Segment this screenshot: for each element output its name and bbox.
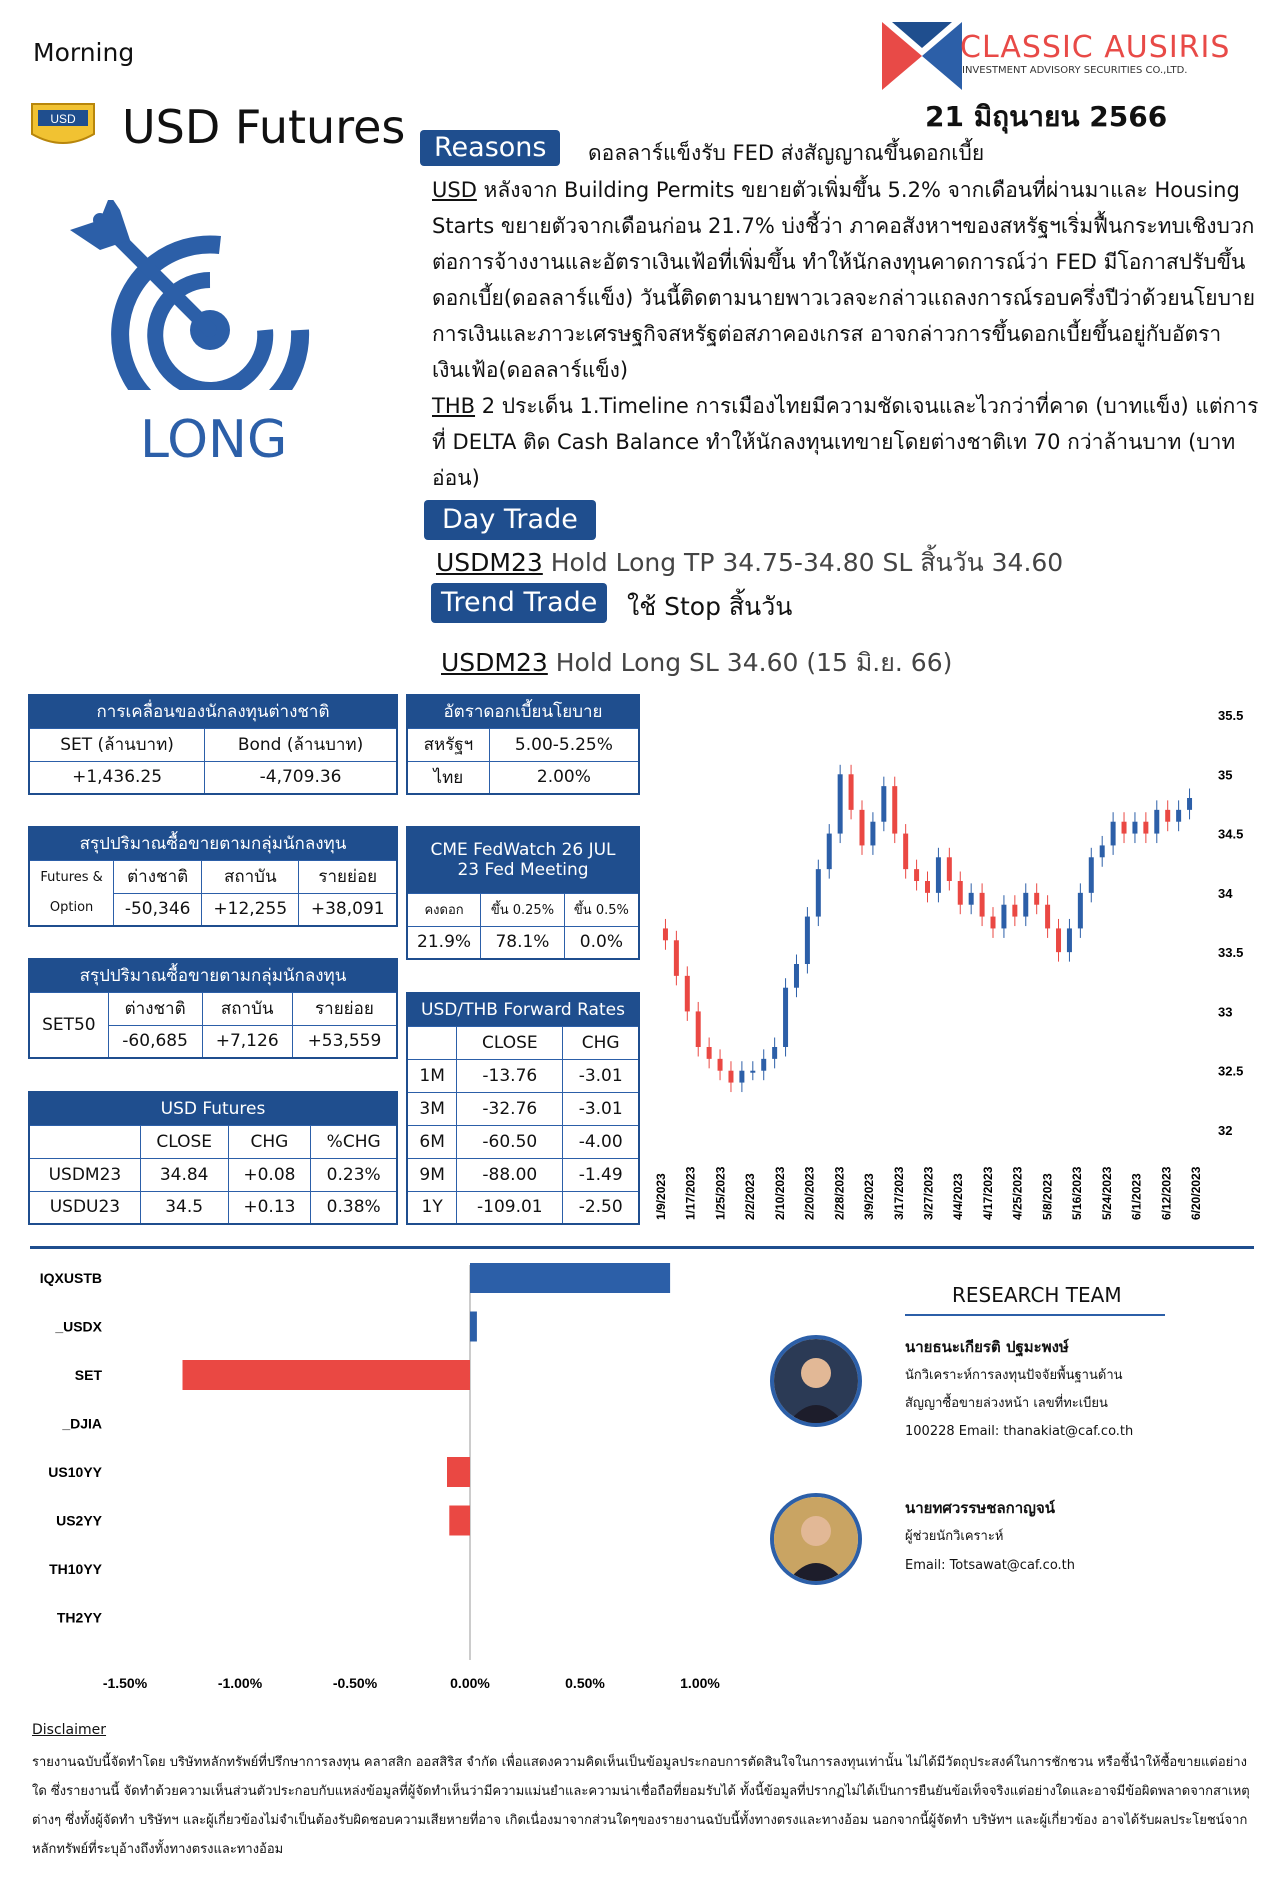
candle-body: [1012, 905, 1017, 917]
bar: [470, 1263, 670, 1293]
y-tick-label: 32.5: [1218, 1063, 1244, 1079]
table-cell: 5.00-5.25%: [489, 728, 639, 761]
table-cell: สหรัฐฯ: [407, 728, 489, 761]
table-cell: 34.5: [140, 1191, 228, 1224]
brand-name: CLASSIC AUSIRIS: [960, 30, 1231, 65]
candle-body: [718, 1059, 723, 1071]
candle-body: [772, 1047, 777, 1059]
candle-body: [707, 1047, 712, 1059]
y-tick-label: 33.5: [1218, 945, 1244, 961]
day-trade-text: Hold Long TP 34.75-34.80 SL สิ้นวัน 34.60: [542, 548, 1064, 577]
table-header: รายย่อย: [299, 860, 397, 893]
table-cell: USDU23: [29, 1191, 140, 1224]
table-header: ต่างชาติ: [108, 992, 202, 1025]
y-tick-label: 34.5: [1218, 826, 1244, 842]
table-cell: +0.08: [228, 1158, 311, 1191]
table-header: %CHG: [311, 1125, 397, 1158]
bar: [447, 1457, 470, 1487]
trade-signal: LONG: [140, 410, 288, 470]
member-name: นายทศวรรษชลกาญจน์: [905, 1499, 1055, 1517]
table-cell: 1Y: [407, 1191, 457, 1224]
table-cell: -60.50: [457, 1125, 563, 1158]
reasons-headline: ดอลลาร์แข็งรับ FED ส่งสัญญาณขึ้นดอกเบี้ย: [588, 141, 985, 165]
row-label: SET50: [29, 992, 108, 1058]
avatar: [770, 1335, 862, 1427]
person-avatar-icon: [774, 1339, 858, 1423]
trend-trade-note: ใช้ Stop สิ้นวัน: [627, 592, 793, 621]
futures-option-table: [28, 826, 398, 927]
candle-body: [936, 857, 941, 893]
table-cell: +38,091: [299, 893, 397, 926]
bar: [449, 1506, 470, 1536]
candle-body: [1089, 857, 1094, 893]
candle-body: [1045, 905, 1050, 929]
policy-rate-title: อัตราดอกเบี้ยนโยบาย: [407, 695, 639, 728]
x-tick-label: 2/2/2023: [743, 1173, 758, 1220]
candle-body: [1143, 822, 1148, 834]
table-cell: -4.00: [563, 1125, 639, 1158]
table-cell: -13.76: [457, 1059, 563, 1092]
table-cell: -1.49: [563, 1158, 639, 1191]
table-header: [407, 1026, 457, 1059]
usd-futures-candlestick-chart: [650, 690, 1270, 1230]
table-cell: +53,559: [292, 1025, 397, 1058]
x-tick-label: 3/27/2023: [921, 1166, 936, 1220]
table-header: รายย่อย: [292, 992, 397, 1025]
category-label: SET: [74, 1367, 102, 1383]
x-tick-label: 6/20/2023: [1189, 1166, 1203, 1220]
candle-body: [1165, 810, 1170, 822]
candle-body: [761, 1059, 766, 1071]
member-detail: นักวิเคราะห์การลงทุนปัจจัยพื้นฐานด้าน: [905, 1368, 1123, 1383]
table-header: CLOSE: [457, 1026, 563, 1059]
x-tick-label: 6/1/2023: [1129, 1173, 1144, 1220]
x-tick-label: 3/17/2023: [891, 1166, 906, 1220]
candle-body: [947, 857, 952, 881]
table-cell: -32.76: [457, 1092, 563, 1125]
set50-title: สรุปปริมาณซื้อขายตามกลุ่มนักลงทุน: [29, 959, 397, 992]
usd-futures-table: [28, 1091, 398, 1225]
candle-body: [750, 1071, 755, 1073]
x-tick-label: 0.00%: [450, 1675, 490, 1690]
table-cell: 0.0%: [564, 926, 639, 959]
usd-futures-title: USD Futures: [29, 1092, 397, 1125]
table-cell: 78.1%: [481, 926, 565, 959]
candle-body: [903, 834, 908, 870]
category-label: TH2YY: [56, 1609, 102, 1626]
candle-body: [663, 928, 668, 940]
reasons-body: [432, 172, 1272, 496]
x-tick-label: 1/17/2023: [683, 1166, 698, 1220]
table-cell: 0.23%: [311, 1158, 397, 1191]
thb-analysis: 2 ประเด็น 1.Timeline การเมืองไทยมีความชัดเจนและไวกว่าที่คาด (บาทแข็ง) แต่การที่ DELTA ติด Cash Balance ทำให้นักลงทุนเทขายโดยต่างชาติเท 70 กว่าล้านบาท (บาทอ่อน): [432, 394, 1259, 490]
x-tick-label: 2/28/2023: [832, 1166, 847, 1220]
table-cell: -50,346: [114, 893, 202, 926]
table-header: ขึ้น 0.25%: [481, 893, 565, 926]
foreign-flow-title: การเคลื่อนของนักลงทุนต่างชาติ: [29, 695, 397, 728]
x-tick-label: 6/12/2023: [1159, 1166, 1174, 1220]
usd-tag: USD: [432, 178, 477, 202]
x-tick-label: 5/16/2023: [1070, 1166, 1085, 1220]
x-tick-label: 4/25/2023: [1010, 1166, 1025, 1220]
candle-body: [925, 881, 930, 893]
table-cell: ไทย: [407, 761, 489, 794]
table-header: ขึ้น 0.5%: [564, 893, 639, 926]
fedwatch-table: [406, 826, 640, 960]
fedwatch-title: CME FedWatch 26 JUL 23 Fed Meeting: [407, 827, 639, 893]
table-cell: -88.00: [457, 1158, 563, 1191]
candle-body: [1067, 928, 1072, 952]
x-tick-label: 5/24/2023: [1099, 1166, 1114, 1220]
table-cell: +0.13: [228, 1191, 311, 1224]
foreign-flow-table: [28, 694, 398, 795]
candle-body: [685, 976, 690, 1012]
candle-body: [1023, 893, 1028, 917]
day-trade-line: [436, 543, 1063, 583]
table-cell: -2.50: [563, 1191, 639, 1224]
category-label: US2YY: [56, 1512, 102, 1529]
candle-body: [1056, 928, 1061, 952]
table-cell: 9M: [407, 1158, 457, 1191]
usd-futures-badge-icon: [28, 100, 98, 152]
y-tick-label: 33: [1218, 1004, 1233, 1020]
x-tick-label: 3/9/2023: [862, 1173, 877, 1220]
trend-trade-line: [441, 643, 952, 683]
forward-rates-table: [406, 992, 640, 1225]
reasons-label: Reasons: [420, 130, 560, 166]
candle-body: [1034, 893, 1039, 905]
category-label: _DJIA: [62, 1415, 102, 1432]
candle-body: [1154, 810, 1159, 834]
table-header: [29, 1125, 140, 1158]
y-tick-label: 32: [1218, 1123, 1233, 1138]
disclaimer-text: รายงานฉบับนี้จัดทำโดย บริษัทหลักทรัพย์ที่ปรึกษาการลงทุน คลาสสิก ออสสิริส จำกัด เพื่อแสดงความคิดเห็นเป็นข้อมูลประกอบการตัดสินใจในการลงทุนเท่านั้น ไม่ได้มีวัตถุประสงค์ในการชักชวน หรือชี้นำให้ซื้อขายแต่อย่างใด ซึ่งรายงานนี้ จัดทำด้วยความเห็นส่วนตัวประกอบกับแหล่งข้อมูลที่ผู้จัดทำเห็นว่ามีความแม่นยำและความน่าเชื่อถือที่ยอมรับได้ ทั้งนี้ข้อมูลที่ปรากฏไม่ได้เป็นการยืนยันข้อเท็จจริงแต่อย่างใดและอาจมีข้อผิดพลาดจากสาเหตุต่างๆ ซึ่งทั้งผู้จัดทำ บริษัทฯ และผู้เกี่ยวข้องไม่จำเป็นต้องรับผิดชอบความเสียหายที่อาจ เกิดเนื่องมาจากส่วนใดๆของรายงานฉบับนี้ทั้งทางตรงและทางอ้อม นอกจากนี้ผู้จัดทำ บริษัทฯ และผู้เกี่ยวข้อง อาจได้รับผลประโยชน์จากหลักทรัพย์ที่ระบุอ้างถึงทั้งทางตรงและทางอ้อม: [32, 1755, 1250, 1857]
table-cell: +12,255: [202, 893, 299, 926]
candle-body: [1100, 845, 1105, 857]
candle-body: [674, 940, 679, 976]
candle-body: [991, 917, 996, 929]
policy-rate-table: [406, 694, 640, 795]
member-detail: ผู้ช่วยนักวิเคราะห์: [905, 1529, 1004, 1544]
forward-rates-title: USD/THB Forward Rates: [407, 993, 639, 1026]
brand-subtitle: INVESTMENT ADVISORY SECURITIES CO.,LTD.: [962, 65, 1188, 76]
person-avatar-icon: [774, 1497, 858, 1581]
candle-body: [958, 881, 963, 905]
table-cell: -4,709.36: [205, 761, 397, 794]
category-label: US10YY: [48, 1464, 102, 1480]
y-tick-label: 34: [1218, 885, 1233, 901]
table-header: Bond (ล้านบาท): [205, 728, 397, 761]
futures-option-title: สรุปปริมาณซื้อขายตามกลุ่มนักลงทุน: [29, 827, 397, 860]
candle-body: [739, 1071, 744, 1083]
set50-table: [28, 958, 398, 1059]
candle-body: [783, 988, 788, 1047]
candle-body: [1078, 893, 1083, 929]
table-header: CHG: [563, 1026, 639, 1059]
table-header: SET (ล้านบาท): [29, 728, 205, 761]
session-label: Morning: [33, 38, 135, 67]
table-header: ต่างชาติ: [114, 860, 202, 893]
target-arrow-icon: [60, 200, 320, 390]
trend-trade-label: Trend Trade: [431, 583, 607, 623]
section-divider: [30, 1246, 1254, 1249]
research-team-divider: [905, 1314, 1165, 1316]
candle-body: [859, 810, 864, 846]
member-detail: สัญญาซื้อขายล่วงหน้า เลขที่ทะเบียน: [905, 1396, 1108, 1411]
company-logo-icon: [882, 22, 962, 90]
candle-body: [1001, 905, 1006, 929]
table-cell: -109.01: [457, 1191, 563, 1224]
candle-body: [1187, 798, 1192, 810]
bar: [470, 1312, 477, 1342]
bar: [183, 1360, 471, 1390]
candle-body: [805, 917, 810, 964]
page-title: USD Futures: [122, 100, 406, 154]
avatar: [770, 1493, 862, 1585]
candle-body: [969, 893, 974, 905]
x-tick-label: 2/20/2023: [802, 1166, 817, 1220]
candle-body: [1132, 822, 1137, 834]
table-cell: 21.9%: [407, 926, 481, 959]
candle-body: [849, 774, 854, 810]
row-label: Futures & Option: [29, 860, 114, 926]
x-tick-label: 1/9/2023: [654, 1173, 668, 1220]
candle-body: [838, 774, 843, 833]
candle-body: [827, 834, 832, 870]
candle-body: [892, 786, 897, 833]
trend-trade-contract: USDM23: [441, 648, 548, 677]
report-date: 21 มิถุนายน 2566: [925, 100, 1168, 133]
x-tick-label: 4/17/2023: [980, 1166, 995, 1220]
table-cell: -3.01: [563, 1092, 639, 1125]
research-team-title: RESEARCH TEAM: [952, 1283, 1122, 1307]
y-tick-label: 35: [1218, 767, 1233, 783]
table-cell: USDM23: [29, 1158, 140, 1191]
x-tick-label: -0.50%: [332, 1675, 378, 1690]
candle-body: [1176, 810, 1181, 822]
table-cell: 3M: [407, 1092, 457, 1125]
usd-analysis: หลังจาก Building Permits ขยายตัวเพิ่มขึ้น 5.2% จากเดือนที่ผ่านมาและ Housing Starts ขยายตัวจากเดือนก่อน 21.7% บ่งชี้ว่า ภาคอสังหาฯของสหรัฐฯเริ่มฟื้นกระทบเชิงบวกต่อการจ้างงานและอัตราเงินเฟ้อที่เพิ่มขึ้น ทำให้นักลงทุนคาดการณ์ว่า FED มีโอกาสปรับขึ้นดอกเบี้ย(ดอลลาร์แข็ง) วันนี้ติดตามนายพาวเวลจะกล่าวแถลงการณ์รอบครึ่งปีว่าด้วยนโยบายการเงินและภาวะเศรษฐกิจสหรัฐต่อสภาคองเกรส อาจกล่าวการขึ้นดอกเบี้ยขึ้นอยู่กับอัตราเงินเฟ้อ(ดอลลาร์แข็ง): [432, 178, 1256, 382]
candle-body: [816, 869, 821, 916]
candle-body: [914, 869, 919, 881]
x-tick-label: 1/25/2023: [713, 1166, 728, 1220]
member-detail: Email: Totsawat@caf.co.th: [905, 1558, 1076, 1573]
candle-body: [794, 964, 799, 988]
table-header: คงดอก: [407, 893, 481, 926]
category-label: _USDX: [55, 1318, 102, 1335]
candle-body: [1111, 822, 1116, 846]
table-header: CLOSE: [140, 1125, 228, 1158]
table-cell: +7,126: [202, 1025, 292, 1058]
disclaimer-title: Disclaimer: [32, 1722, 107, 1738]
trend-trade-text: Hold Long SL 34.60 (15 มิ.ย. 66): [547, 648, 953, 677]
y-tick-label: 35.5: [1218, 708, 1244, 723]
candle-body: [881, 786, 886, 822]
x-tick-label: -1.00%: [217, 1675, 263, 1690]
table-header: สถาบัน: [202, 992, 292, 1025]
table-cell: 6M: [407, 1125, 457, 1158]
table-cell: -3.01: [563, 1059, 639, 1092]
candle-body: [696, 1011, 701, 1047]
market-change-bar-chart: [20, 1260, 780, 1690]
table-cell: +1,436.25: [29, 761, 205, 794]
x-tick-label: 0.50%: [565, 1675, 605, 1690]
candle-body: [870, 822, 875, 846]
day-trade-label: Day Trade: [424, 500, 596, 540]
x-tick-label: -1.50%: [102, 1675, 148, 1690]
candle-body: [728, 1071, 733, 1083]
member-detail: 100228 Email: thanakiat@caf.co.th: [905, 1424, 1134, 1439]
table-header: สถาบัน: [202, 860, 299, 893]
table-header: CHG: [228, 1125, 311, 1158]
table-cell: 0.38%: [311, 1191, 397, 1224]
x-tick-label: 2/10/2023: [772, 1166, 787, 1220]
table-cell: 2.00%: [489, 761, 639, 794]
table-cell: 34.84: [140, 1158, 228, 1191]
candle-body: [980, 893, 985, 917]
x-tick-label: 1.00%: [680, 1675, 720, 1690]
category-label: TH10YY: [49, 1561, 102, 1577]
member-name: นายธนะเกียรติ ปฐมะพงษ์: [905, 1338, 1069, 1356]
thb-tag: THB: [432, 394, 476, 418]
x-tick-label: 4/4/2023: [951, 1173, 966, 1220]
table-cell: -60,685: [108, 1025, 202, 1058]
day-trade-contract: USDM23: [436, 548, 543, 577]
table-cell: 1M: [407, 1059, 457, 1092]
x-tick-label: 5/8/2023: [1040, 1173, 1055, 1220]
candle-body: [1122, 822, 1127, 834]
category-label: IQXUSTB: [39, 1270, 102, 1286]
svg-text:USD: USD: [50, 112, 76, 126]
